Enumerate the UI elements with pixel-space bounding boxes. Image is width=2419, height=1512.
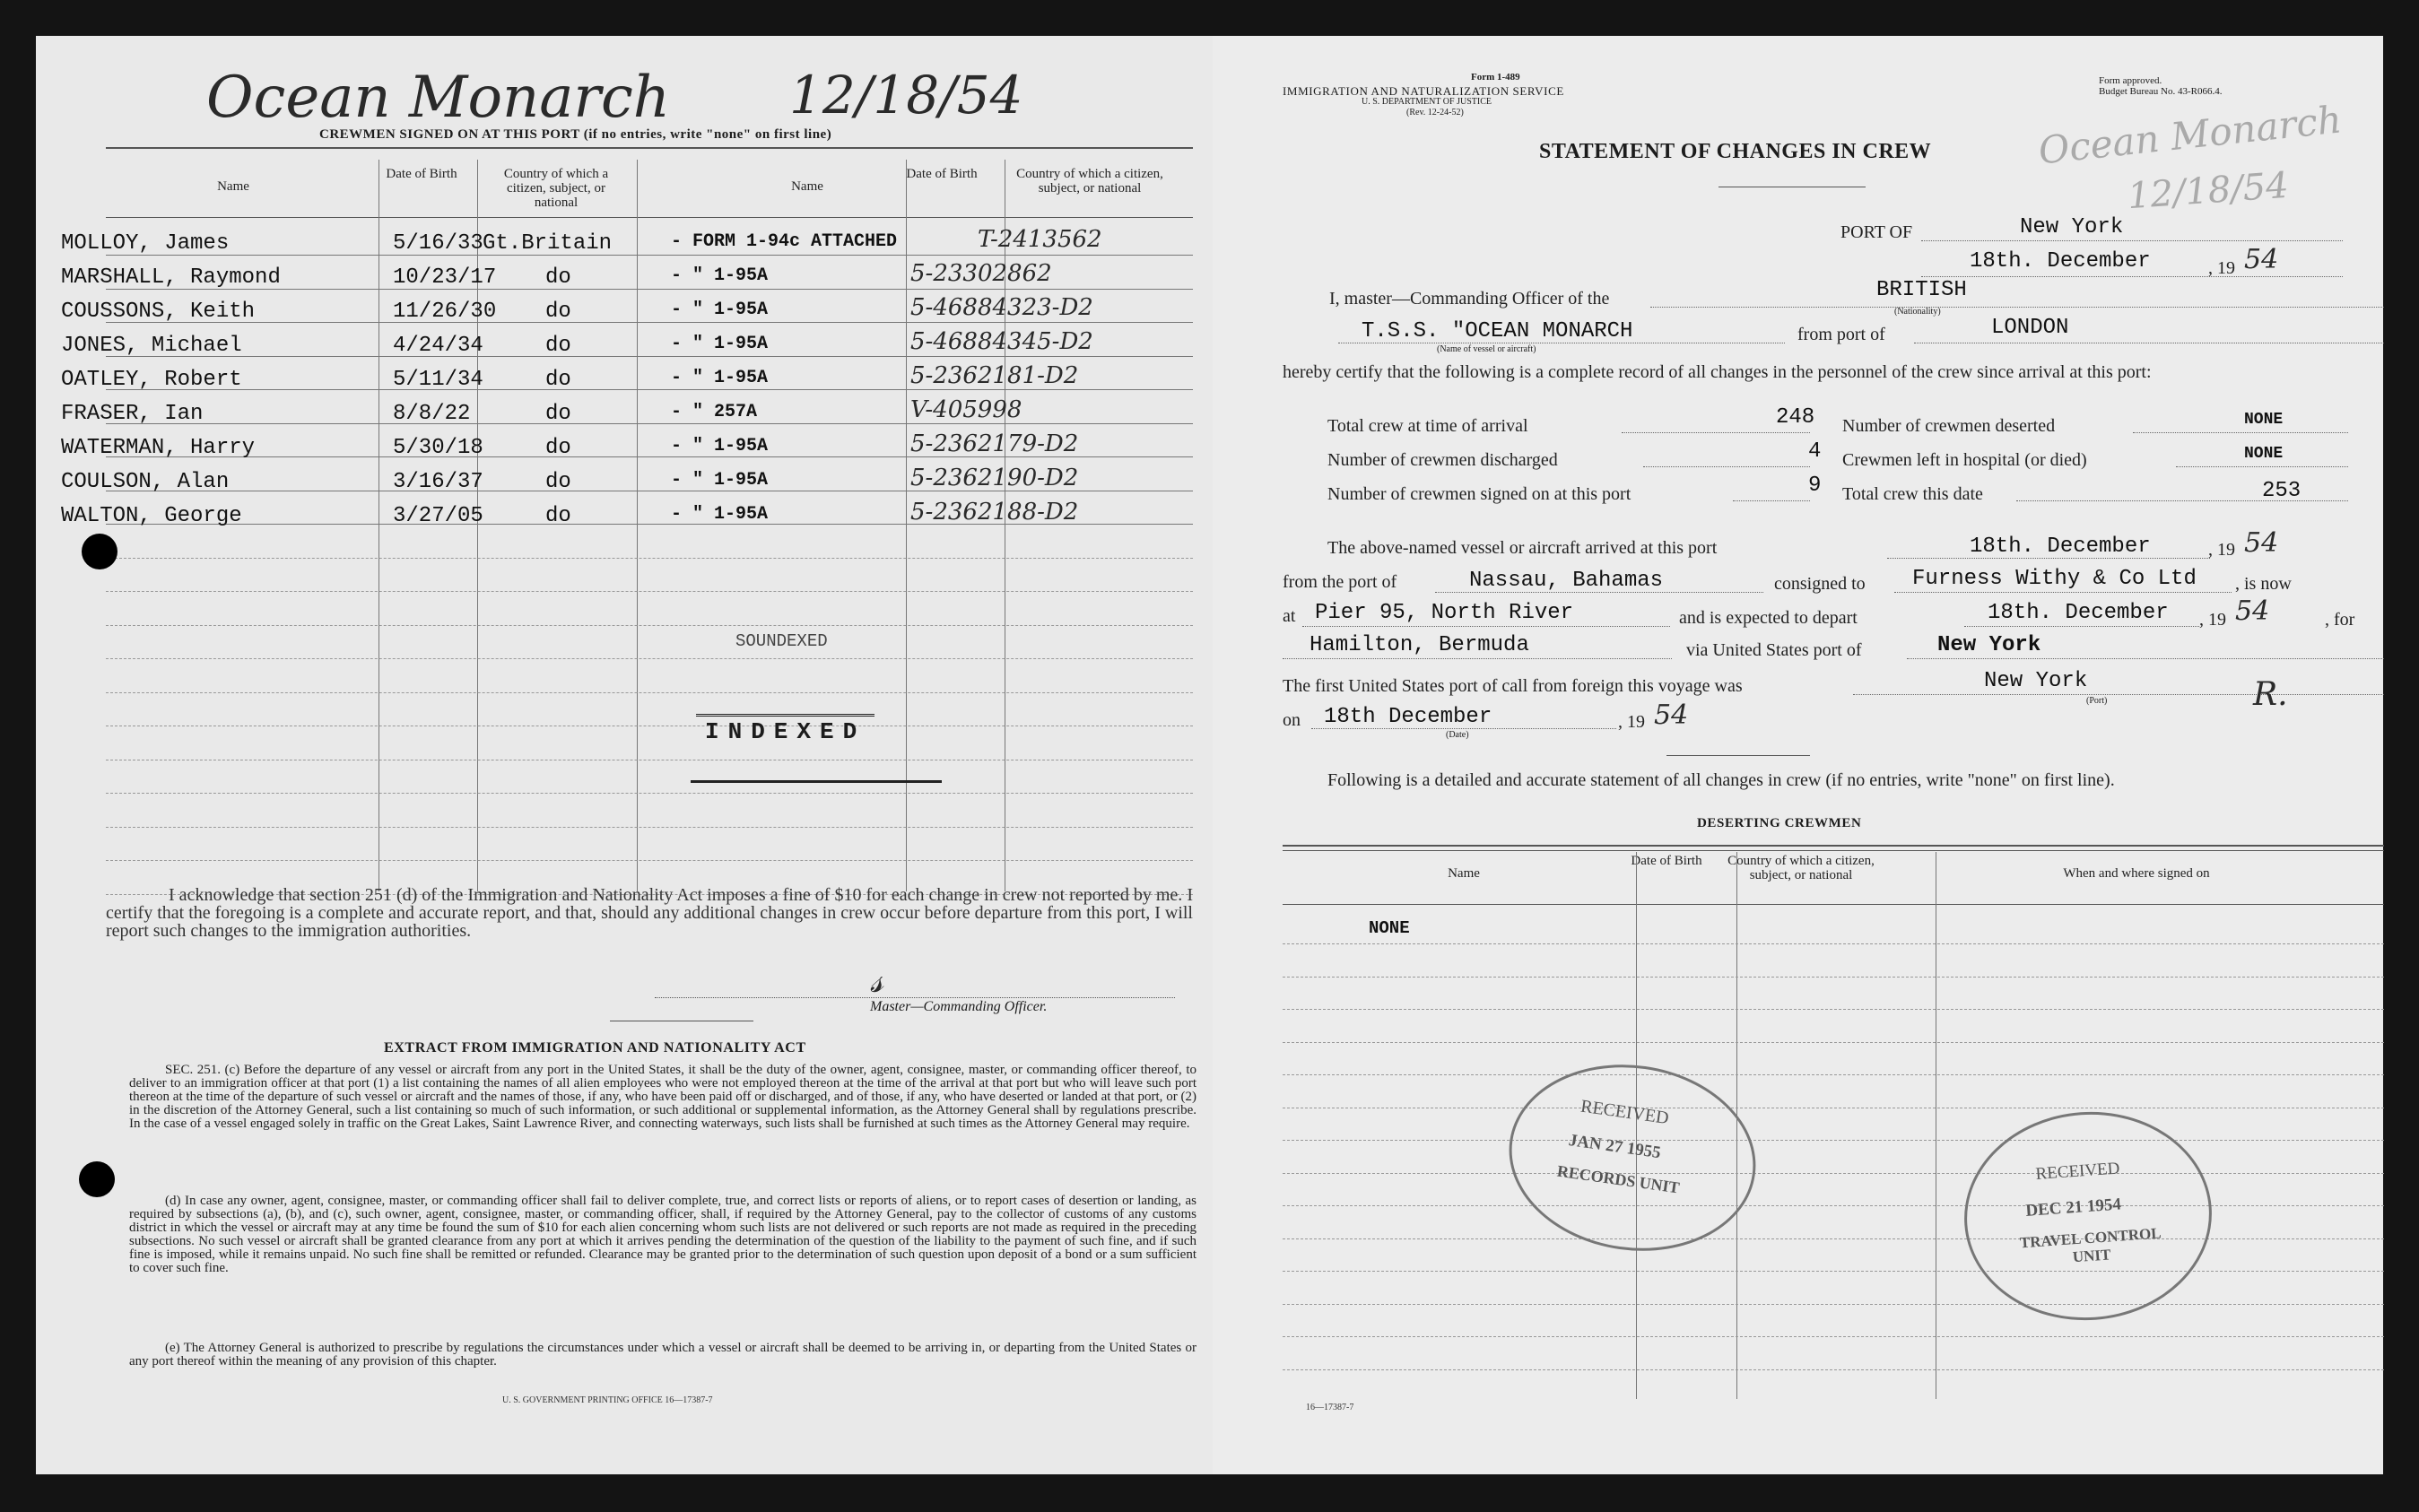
from-port-label: from port of — [1797, 325, 1885, 344]
table-row-form: - " 1-95A — [671, 334, 769, 354]
port-caption: (Port) — [2086, 696, 2108, 706]
table-row-name: OATLEY, Robert — [61, 368, 242, 392]
date-caption: (Date) — [1446, 730, 1469, 740]
stat-label: Number of crewmen signed on at this port — [1327, 484, 1632, 504]
table-row-number: 5-2362188-D2 — [910, 499, 1079, 526]
consigned-label: consigned to — [1774, 574, 1866, 594]
table-row-number: T-2413562 — [978, 226, 1102, 253]
from-the-port-value: Nassau, Bahamas — [1469, 569, 1664, 593]
table-row-form: - " 1-95A — [671, 265, 769, 286]
stamp-date: JAN 27 1955 — [1567, 1131, 1662, 1163]
table-row-dob: 8/8/22 — [393, 402, 471, 426]
nationality-caption: (Nationality) — [1894, 307, 1941, 317]
table-row-name: WALTON, George — [61, 504, 242, 528]
table-row-form: - " 1-95A — [671, 300, 769, 320]
first-port-value: New York — [1984, 669, 2088, 693]
row-rule — [106, 625, 1193, 626]
punch-hole — [82, 534, 117, 569]
table-row-form: - " 1-95A — [671, 436, 769, 456]
table-top-rule — [106, 147, 1193, 149]
deserting-row-rule — [1283, 1074, 2384, 1075]
col-header-name-2: Name — [791, 179, 823, 194]
printing-office-imprint: 16—17387-7 — [1306, 1403, 1354, 1412]
col-header-dob-2: Date of Birth — [906, 167, 978, 181]
table-row-dob: 10/23/17 — [393, 265, 497, 290]
port-of-value: New York — [2020, 215, 2124, 239]
at-value: Pier 95, North River — [1315, 601, 1574, 625]
following-text: Following is a detailed and accurate statement of all changes in crew (if no entries, write "none" on first line). — [1327, 770, 2115, 790]
port-of-label: PORT OF — [1840, 222, 1913, 242]
left-page-crewmen-signed-on — [36, 36, 1220, 1474]
table-row-dob: 5/30/18 — [393, 436, 483, 460]
table-row-number: 5-46884345-D2 — [910, 328, 1093, 355]
expected-year-prefix: , 19 — [2199, 610, 2226, 630]
via-line — [1907, 658, 2384, 659]
table-row-dob: 11/26/30 — [393, 300, 497, 324]
first-port-label: The first United States port of call from foreign this voyage was — [1283, 676, 1743, 696]
row-rule — [106, 793, 1193, 794]
deserting-crewmen-title: DESERTING CREWMEN — [1697, 816, 1862, 830]
row-rule — [106, 255, 1193, 256]
table-row-country: do — [545, 334, 571, 358]
table-row-form: - " 257A — [671, 402, 758, 422]
extract-section-c: SEC. 251. (c) Before the departure of any vessel or aircraft from any port in the United States, it shall be the duty of the owner, agent, consignee, master, or commanding officer thereof, to deliver to an immigration officer at that port (1) a list containing the names of all alien employees who were not employed thereon at the time of the arrival at that port but who will leave such port thereon at the time of the departure of such vessel or aircraft and the names of those, if any, who have been paid off or discharged, and of those, if any, who have deserted or landed at that port, or (2) in the discretion of the Attorney General, such a list containing so much of such information, or such additional or supplemental information, as the Attorney General shall by regulations prescribe. In the case of a vessel engaged solely in traffic on the Great Lakes, Saint Lawrence River, and connecting waterways, such lists shall be furnished at such times as the Attorney General may require. — [129, 1063, 1196, 1131]
stat-value: NONE — [2244, 445, 2284, 463]
stat-value: 253 — [2262, 479, 2302, 503]
report-date: 18th. December — [1970, 249, 2151, 274]
form-number: Form 1-489 — [1471, 72, 1520, 83]
row-rule — [106, 658, 1193, 659]
row-rule — [106, 389, 1193, 390]
table-row-dob: 5/11/34 — [393, 368, 483, 392]
first-port-line — [1853, 694, 2384, 695]
handwritten-vessel-name-faint: Ocean Monarch — [2036, 97, 2344, 173]
stat-line — [2176, 466, 2348, 467]
row-rule — [106, 558, 1193, 559]
extract-section-d: (d) In case any owner, agent, consignee, master, or commanding officer shall fail to deliver complete, true, and correct lists or reports of aliens, or to report cases of desertion or landing, as required by subsections (a), (b), and (c), such owner, agent, consignee, master, or commanding officer, shall, if required by the Attorney General, pay to the collector of customs of any customs district in which the vessel or aircraft may at any time be found the sum of $10 for each alien concerning whom such lists are not delivered or such reports are not made as required in the preceding subsections. No such vessel or aircraft shall be granted clearance from any port at which it arrives pending the determination of the question of the liability to the payment of such fine, and if such fine is imposed, while it remains unpaid. No such fine shall be remitted or refunded. Clearance may be granted prior to the determination of such question upon deposit of a bond or a sum sufficient to cover such fine. — [129, 1194, 1196, 1275]
report-year-prefix: , 19 — [2208, 258, 2235, 278]
table-row-name: COUSSONS, Keith — [61, 300, 256, 324]
department-name: U. S. DEPARTMENT OF JUSTICE — [1362, 97, 1492, 107]
table-row-name: MOLLOY, James — [61, 231, 230, 256]
deserting-top-rule-2 — [1283, 850, 2384, 851]
consigned-line — [1894, 592, 2232, 593]
stamp-date: DEC 21 1954 — [2024, 1195, 2122, 1221]
table-row-number: 5-2362179-D2 — [910, 430, 1079, 457]
stat-line — [2133, 432, 2348, 433]
table-row-form: - FORM 1-94c ATTACHED — [671, 231, 898, 252]
table-row-dob: 4/24/34 — [393, 334, 483, 358]
vessel-name: T.S.S. "OCEAN MONARCH — [1362, 319, 1633, 343]
col-header-country: Country of which a citizen, subject, or national — [503, 167, 609, 210]
table-row-name: JONES, Michael — [61, 334, 242, 358]
signature-line — [655, 997, 1175, 998]
punch-hole — [79, 1161, 115, 1197]
stat-label: Total crew this date — [1842, 484, 1983, 504]
arrived-year-prefix: , 19 — [2208, 540, 2235, 560]
from-the-port-label: from the port of — [1283, 572, 1397, 592]
nationality-value: BRITISH — [1876, 278, 1967, 302]
via-value: New York — [1937, 633, 2041, 657]
table-row-country: do — [545, 504, 571, 528]
extract-title: EXTRACT FROM IMMIGRATION AND NATIONALITY ACT — [384, 1040, 806, 1056]
stamp-unit: TRAVEL CONTROL UNIT — [2019, 1224, 2162, 1266]
table-row-country: do — [545, 402, 571, 426]
stat-value: NONE — [2244, 411, 2284, 429]
deserting-row-rule — [1283, 1336, 2384, 1337]
row-rule — [106, 692, 1193, 693]
deserting-first-entry: NONE — [1369, 918, 1410, 938]
arrived-line — [1887, 558, 2210, 559]
table-row-dob: 3/27/05 — [393, 504, 483, 528]
on-year-suffix: 54 — [1654, 700, 1689, 731]
on-year-prefix: , 19 — [1618, 712, 1645, 732]
deserting-row-rule — [1283, 943, 2384, 944]
deserting-row-rule — [1283, 1304, 2384, 1305]
deserting-col-signed-on: When and where signed on — [2063, 866, 2210, 881]
stat-line — [1622, 432, 1810, 433]
form-approved: Form approved. — [2099, 75, 2162, 86]
deserting-row-rule — [1283, 1140, 2384, 1141]
on-value: 18th December — [1324, 705, 1492, 729]
col-header-name: Name — [217, 179, 249, 194]
expected-line — [1964, 626, 2199, 627]
received-records-unit-stamp — [1497, 1049, 1768, 1266]
stat-label: Number of crewmen discharged — [1327, 450, 1558, 470]
row-rule — [106, 423, 1193, 424]
stat-value: 4 — [1808, 439, 1822, 464]
stat-label: Total crew at time of arrival — [1327, 416, 1528, 436]
for-label: , for — [2325, 610, 2355, 630]
arrived-label: The above-named vessel or aircraft arrived at this port — [1327, 538, 1718, 558]
table-row-number: 5-46884323-D2 — [910, 294, 1093, 321]
on-label: on — [1283, 710, 1301, 730]
row-rule — [106, 322, 1193, 323]
handwritten-date-faint: 12/18/54 — [2126, 164, 2291, 218]
master-signature: 𝓈 — [870, 960, 883, 1001]
deserting-row-rule — [1283, 1205, 2384, 1206]
soundexed-stamp: SOUNDEXED — [735, 631, 828, 651]
stat-label: Number of crewmen deserted — [1842, 416, 2056, 436]
col-header-dob: Date of Birth — [386, 167, 457, 181]
vessel-caption: (Name of vessel or aircraft) — [1437, 344, 1536, 354]
indexed-underline — [691, 780, 942, 783]
is-now-label: , is now — [2235, 574, 2292, 594]
table-row-country: do — [545, 300, 571, 324]
table-row-country: do — [545, 265, 571, 290]
from-the-port-line — [1435, 592, 1763, 593]
table-row-name: FRASER, Ian — [61, 402, 204, 426]
stat-label: Crewmen left in hospital (or died) — [1842, 450, 2087, 470]
agency-name: IMMIGRATION AND NATURALIZATION SERVICE — [1283, 84, 1564, 98]
handwritten-initial: R. — [2253, 676, 2288, 713]
printing-office-imprint: U. S. GOVERNMENT PRINTING OFFICE 16—17387-7 — [502, 1395, 713, 1405]
table-row-form: - " 1-95A — [671, 504, 769, 525]
deserting-row-rule — [1283, 1238, 2384, 1239]
extract-section-e: (e) The Attorney General is authorized to prescribe by regulations the circumstances under which a vessel or aircraft shall be deemed to be arriving in, or departing from the United States or any port thereof within the meaning of any provision of this chapter. — [129, 1341, 1196, 1369]
deserting-col-dob: Date of Birth — [1631, 854, 1702, 868]
for-line — [1283, 658, 1672, 659]
date-line — [1921, 276, 2343, 277]
crewmen-signed-on-title: CREWMEN SIGNED ON AT THIS PORT (if no entries, write "none" on first line) — [319, 127, 832, 142]
row-rule — [106, 860, 1193, 861]
row-rule — [106, 827, 1193, 828]
table-row-number: V-405998 — [910, 396, 1022, 423]
at-label: at — [1283, 606, 1296, 626]
received-travel-control-stamp — [1957, 1104, 2219, 1329]
deserting-top-rule — [1283, 845, 2384, 847]
acknowledgement-text: I acknowledge that section 251 (d) of the Immigration and Nationality Act imposes a fine of $10 for each change in crew not reported by me. I certify that the foregoing is a complete and accurate report, and that, should any additional changes in crew occur before departure from this port, I will report such changes to the immigration authorities. — [106, 885, 1193, 941]
nationality-line — [1650, 307, 2384, 308]
stamp-received-label: RECEIVED — [2034, 1159, 2121, 1184]
expected-value: 18th. December — [1988, 601, 2169, 625]
for-value: Hamilton, Bermuda — [1310, 633, 1529, 657]
master-label: I, master—Commanding Officer of the — [1329, 289, 1610, 308]
via-label: via United States port of — [1686, 640, 1862, 660]
signer-label: Master—Commanding Officer. — [870, 999, 1048, 1014]
port-of-line — [1921, 240, 2343, 241]
indexed-stamp: INDEXED — [696, 714, 874, 747]
deserting-header-rule — [1283, 904, 2384, 905]
section-rule — [1666, 755, 1810, 756]
table-row-dob: 5/16/33 — [393, 231, 483, 256]
expected-label: and is expected to depart — [1679, 608, 1858, 628]
table-row-number: 5-2362181-D2 — [910, 362, 1079, 389]
table-row-form: - " 1-95A — [671, 368, 769, 388]
form-revision: (Rev. 12-24-52) — [1406, 108, 1464, 117]
table-row-number: 5-23302862 — [910, 260, 1052, 287]
table-row-country: Gt.Britain — [483, 231, 613, 256]
report-year-suffix: 54 — [2244, 244, 2279, 275]
stat-value: 9 — [1808, 474, 1822, 498]
table-row-country: do — [545, 470, 571, 494]
stat-line — [1643, 466, 1810, 467]
col-divider — [637, 160, 638, 891]
arrived-value: 18th. December — [1970, 534, 2151, 559]
deserting-row-rule — [1283, 1369, 2384, 1370]
stamp-unit: RECORDS UNIT — [1555, 1161, 1681, 1197]
budget-bureau-number: Budget Bureau No. 43-R066.4. — [2099, 86, 2223, 97]
deserting-row-rule — [1283, 1042, 2384, 1043]
row-rule — [106, 356, 1193, 357]
certify-text: hereby certify that the following is a complete record of all changes in the personnel of the crew since arrival at this port: — [1283, 362, 2152, 382]
on-line — [1311, 728, 1616, 729]
table-row-form: - " 1-95A — [671, 470, 769, 491]
table-row-number: 5-2362190-D2 — [910, 465, 1079, 491]
header-bottom-rule — [106, 217, 1193, 218]
consigned-value: Furness Withy & Co Ltd — [1912, 567, 2197, 591]
stat-line — [2016, 500, 2348, 501]
deserting-row-rule — [1283, 1271, 2384, 1272]
table-row-name: MARSHALL, Raymond — [61, 265, 281, 290]
deserting-row-rule — [1283, 1009, 2384, 1010]
handwritten-date: 12/18/54 — [789, 65, 1023, 126]
deserting-col-country: Country of which a citizen, subject, or national — [1727, 854, 1875, 882]
table-row-country: do — [545, 436, 571, 460]
stamp-received-label: RECEIVED — [1579, 1096, 1670, 1129]
stat-value: 248 — [1776, 405, 1815, 430]
statement-title: STATEMENT OF CHANGES IN CREW — [1539, 140, 1932, 163]
stat-line — [1733, 500, 1810, 501]
deserting-row-rule — [1283, 977, 2384, 978]
at-line — [1302, 626, 1670, 627]
table-row-country: do — [545, 368, 571, 392]
table-row-dob: 3/16/37 — [393, 470, 483, 494]
expected-year-suffix: 54 — [2235, 595, 2270, 627]
table-row-name: WATERMAN, Harry — [61, 436, 256, 460]
arrived-year-suffix: 54 — [2244, 527, 2279, 559]
table-row-name: COULSON, Alan — [61, 470, 230, 494]
deserting-row-rule — [1283, 1173, 2384, 1174]
from-port-value: LONDON — [1991, 316, 2069, 340]
deserting-col-name: Name — [1448, 866, 1480, 881]
right-page-statement-of-changes — [1213, 36, 2383, 1474]
row-rule — [106, 591, 1193, 592]
col-header-country-2: Country of which a citizen, subject, or national — [1016, 167, 1163, 196]
handwritten-vessel-name: Ocean Monarch — [206, 65, 670, 131]
